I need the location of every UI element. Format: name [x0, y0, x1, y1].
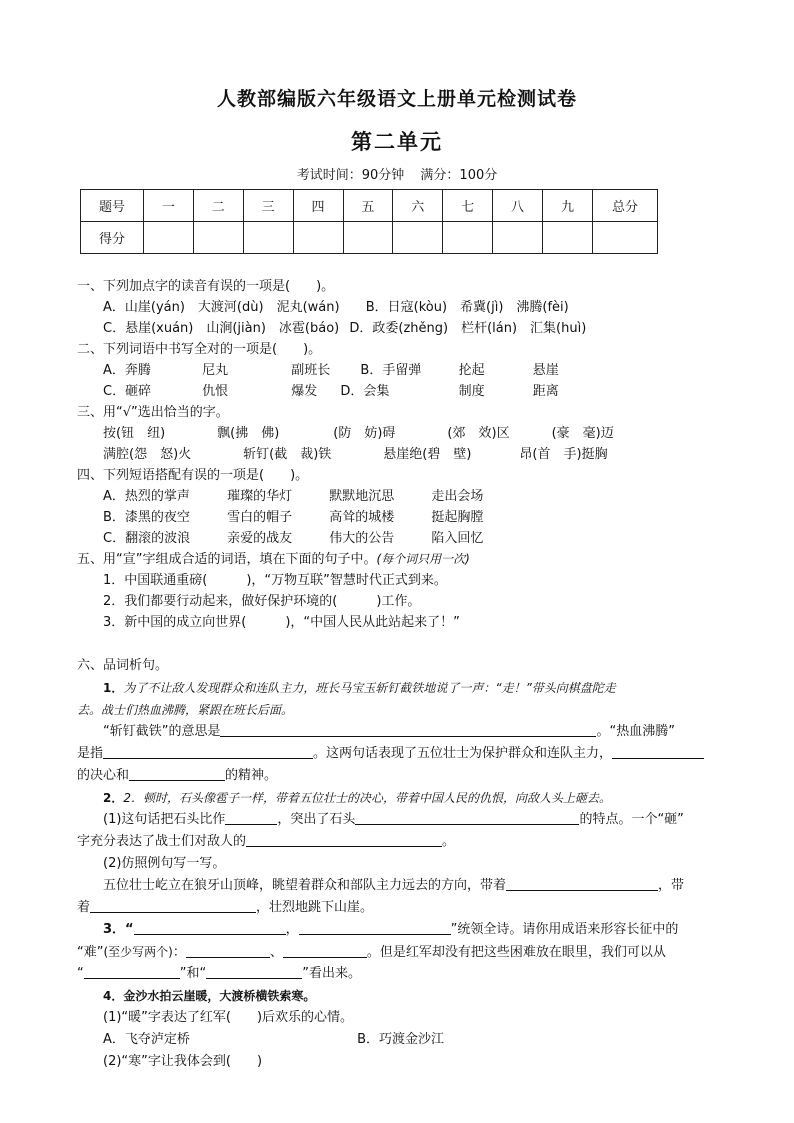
- q6-p2-prompt: ，壮烈地跳下山崖。: [256, 900, 374, 915]
- q3-stem: 三、用“√”选出恰当的字。: [77, 405, 229, 420]
- q6-p3-prompt: 、: [269, 945, 283, 960]
- q3-choice[interactable]: (豪 毫)迈: [551, 426, 614, 441]
- q6-p3-line2: [77, 941, 717, 963]
- score-cell[interactable]: [293, 222, 343, 254]
- q6-p1-prompt: 的精神。: [225, 768, 278, 783]
- q6-p3-prompt: ”和“: [179, 966, 207, 981]
- q6-p1-prompt: 。“热血沸腾”: [596, 724, 675, 739]
- q6-p2-prompt: 五位壮士屹立在狼牙山顶峰，眺望着群众和部队主力远去的方向，带着: [103, 878, 507, 893]
- q6-p2-q1-line1: [77, 809, 717, 831]
- score-table-score-row: [81, 222, 658, 254]
- q6-stem: 六、品词析句。: [77, 658, 169, 673]
- score-header-cell: 二: [193, 190, 243, 222]
- q4-phrase: 走出会场: [431, 489, 484, 504]
- q2-option-d-word: 距离: [532, 384, 559, 399]
- q2-option-b-word: 悬崖: [532, 363, 559, 378]
- q3-row1: [77, 423, 717, 444]
- answer-blank[interactable]: [283, 943, 367, 958]
- q6-p4-q1: (1)“暖”字表达了红军( )后欢乐的心情。: [103, 1010, 354, 1025]
- q6-p1-prompt: 是指: [77, 746, 104, 761]
- q3-choice[interactable]: 悬崖绝(碧 壁): [383, 447, 472, 462]
- q2-option-a-word: A．奔腾: [103, 363, 151, 378]
- answer-blank[interactable]: [84, 964, 180, 979]
- score-cell[interactable]: [493, 222, 543, 254]
- q6-p3-prompt: ，: [285, 922, 299, 937]
- q6-p2-q2: (2)仿照例句写一写。: [103, 856, 226, 871]
- q6-section: [77, 655, 717, 1073]
- score-cell[interactable]: [393, 222, 443, 254]
- score-header-cell: 八: [493, 190, 543, 222]
- q4-option-a: [77, 486, 717, 507]
- q6-passage-2-text: 2．顿时，石头像雹子一样，带着五位壮士的决心，带着中国人民的仇恨，向敌人头上砸去。: [123, 791, 611, 805]
- q5-note: (每个词只用一次): [376, 552, 470, 566]
- q6-passage-4-text: 4．金沙水拍云崖暖，大渡桥横铁索寒。: [103, 989, 316, 1003]
- score-header-cell: 题号: [81, 190, 144, 222]
- score-header-cell: 五: [343, 190, 393, 222]
- answer-blank[interactable]: [206, 964, 302, 979]
- answer-blank[interactable]: [299, 920, 451, 935]
- q4-phrase: 默默地沉思: [329, 489, 395, 504]
- q2-option-c-word: C．砸碎: [103, 384, 152, 399]
- q6-p2-prompt: 着: [77, 900, 91, 915]
- q6-p1-question-line3: [77, 765, 717, 787]
- q5-sentence-2: 2．我们都要行动起来，做好保护环境的( )工作。: [103, 594, 421, 609]
- q6-p3-prompt: ”看出来。: [302, 966, 361, 981]
- answer-blank[interactable]: [220, 722, 596, 737]
- q1-options-ab: [77, 297, 717, 318]
- score-cell[interactable]: [593, 222, 658, 254]
- answer-blank[interactable]: [506, 876, 658, 891]
- q6-p1-prompt: “斩钉截铁”的意思是: [103, 724, 221, 739]
- q6-p1-prompt: 的决心和: [77, 768, 130, 783]
- score-cell[interactable]: [443, 222, 493, 254]
- q2-stem: 二、下列词语中书写全对的一项是( )。: [77, 342, 322, 357]
- q4-phrase: A．热烈的掌声: [103, 489, 190, 504]
- q6-p2-prompt: 字充分表达了战士们对敌人的: [77, 834, 247, 849]
- answer-blank[interactable]: [90, 898, 256, 913]
- q6-passage-1-text: 为了不让敌人发现群众和连队主力，班长马宝玉斩钉截铁地说了一声：“走！”带头向棋盘陀走: [123, 681, 616, 695]
- q2-option-a-word: 尼丸: [202, 363, 229, 378]
- q5-stem-line: [77, 549, 717, 570]
- q6-p3-prompt: ：: [172, 945, 186, 960]
- q1-option-a: A．山崖(yán) 大渡河(dù) 泥丸(wán): [103, 300, 340, 315]
- answer-blank[interactable]: [246, 832, 442, 847]
- q4-option-b: [77, 507, 717, 528]
- score-header-cell: 七: [443, 190, 493, 222]
- answer-blank[interactable]: [134, 920, 286, 935]
- q6-p3-line3: [77, 963, 717, 985]
- section-gap: [77, 633, 717, 655]
- q4-phrase: 高耸的城楼: [329, 510, 395, 525]
- q6-p3-note: (至少写两个): [103, 945, 173, 959]
- exam-time: 考试时间：90分钟: [296, 168, 405, 183]
- q6-p2-prompt: ，带: [658, 878, 685, 893]
- full-score: 满分：100分: [420, 168, 498, 183]
- q3-choice[interactable]: 昂(首 手)挺胸: [519, 447, 608, 462]
- score-header-cell: 九: [543, 190, 593, 222]
- q3-choice[interactable]: 斩钉(截 裁)铁: [243, 447, 332, 462]
- q2-option-c-word: 爆发: [291, 384, 318, 399]
- q6-p2-prompt: (1)这句话把石头比作: [103, 812, 226, 827]
- q1-option-d: D．政委(zhěng) 栏杆(lán) 汇集(huì): [349, 321, 587, 336]
- q5-sentence-3: 3．新中国的成立向世界( )，“中国人民从此站起来了！”: [103, 615, 460, 630]
- q5-stem: 五、用“宣”字组成合适的词语，填在下面的句子中。: [77, 552, 377, 567]
- q6-p3-prompt: 。但是红军却没有把这些困难放在眼里，我们可以从: [366, 945, 666, 960]
- q2-option-d-word: 制度: [458, 384, 485, 399]
- score-header-cell: 六: [393, 190, 443, 222]
- q6-p3-prompt: “难”: [77, 945, 104, 960]
- score-cell[interactable]: [243, 222, 293, 254]
- q2-option-a-word: 副班长: [291, 363, 331, 378]
- q3-choice[interactable]: 按(钮 纽): [103, 426, 166, 441]
- score-header-cell: 总分: [593, 190, 658, 222]
- q4-stem: 四、下列短语搭配有误的一项是( )。: [77, 468, 309, 483]
- q5-sentence-1: 1．中国联通重磅( )，“万物互联”智慧时代正式到来。: [103, 573, 447, 588]
- q6-p1-question-line1: [77, 721, 717, 743]
- q6-p3-line1: [77, 919, 717, 941]
- q1-option-c: C．悬崖(xuán) 山涧(jiàn) 冰雹(báo): [103, 321, 340, 336]
- q2-option-b-word: 抡起: [458, 363, 485, 378]
- exam-info: [0, 164, 794, 183]
- q6-p2-prompt: ，突出了石头: [277, 812, 356, 827]
- answer-blank[interactable]: [129, 766, 225, 781]
- answer-blank[interactable]: [186, 943, 270, 958]
- q4-phrase: B．漆黑的夜空: [103, 510, 190, 525]
- q6-p2-q1-line2: [77, 831, 717, 853]
- score-cell[interactable]: [193, 222, 243, 254]
- score-header-cell: 三: [243, 190, 293, 222]
- q1-option-b: B．日寇(kòu) 希冀(jì) 沸腾(fèi): [365, 300, 569, 315]
- score-header-cell: 四: [293, 190, 343, 222]
- q4-phrase: 璀璨的华灯: [227, 489, 293, 504]
- q6-p3-prompt: “: [77, 966, 84, 981]
- score-header-cell: 一: [144, 190, 194, 222]
- q6-p2-q2-line1: [77, 875, 717, 897]
- q4-phrase: 陷入回忆: [431, 531, 484, 546]
- q3-choice[interactable]: (郊 效)区: [447, 426, 510, 441]
- unit-subtitle: 第二单元: [351, 129, 443, 154]
- q6-passage-1-line2: 去。战士们热血沸腾，紧跟在班长后面。: [77, 703, 294, 717]
- q6-passage-4: [77, 985, 717, 1007]
- q2-option-d-word: D．会集: [340, 384, 390, 399]
- q1-options-cd: [77, 318, 717, 339]
- q4-phrase: 亲爱的战友: [227, 531, 293, 546]
- q2-options-ab: [77, 360, 717, 381]
- q6-p3-prompt: 3．“: [103, 922, 134, 937]
- q6-p4-option-a: A．飞夺泸定桥: [103, 1032, 190, 1047]
- q4-phrase: 伟大的公告: [329, 531, 395, 546]
- q2-option-c-word: 仇恨: [202, 384, 229, 399]
- q3-choice[interactable]: 满腔(怨 怒)火: [103, 447, 192, 462]
- q3-row2: [77, 444, 717, 465]
- q6-p4-q2: (2)“寒”字让我体会到( ): [103, 1054, 263, 1069]
- score-cell[interactable]: [543, 222, 593, 254]
- q6-p1-prompt: 。这两句话表现了五位壮士为保护群众和连队主力，: [313, 746, 613, 761]
- score-row-label: 得分: [81, 222, 144, 254]
- q4-option-c: [77, 528, 717, 549]
- q6-passage-1-line1: 1．为了不让敌人发现群众和连队主力，班长马宝玉斩钉截铁地说了一声：“走！”带头向棋盘陀走: [103, 681, 616, 695]
- q6-p2-prompt: 。: [442, 834, 456, 849]
- exam-title: 人教部编版六年级语文上册单元检测试卷: [216, 88, 577, 110]
- score-cell[interactable]: [144, 222, 194, 254]
- q6-passage-2: 2．2．顿时，石头像雹子一样，带着五位壮士的决心，带着中国人民的仇恨，向敌人头上砸去。: [103, 791, 611, 805]
- q3-choice[interactable]: 飘(拂 佛): [217, 426, 280, 441]
- score-cell[interactable]: [343, 222, 393, 254]
- q4-phrase: C．翻滚的波浪: [103, 531, 191, 546]
- answer-blank[interactable]: [225, 810, 277, 825]
- q3-choice[interactable]: (防 妨)碍: [333, 426, 396, 441]
- exam-content: [77, 276, 717, 1073]
- answer-blank[interactable]: [103, 744, 313, 759]
- q4-phrase: 挺起胸膛: [431, 510, 484, 525]
- answer-blank[interactable]: [612, 744, 704, 759]
- q6-p2-q2-line2: [77, 897, 717, 919]
- q1-stem: 一、下列加点字的读音有误的一项是( )。: [77, 279, 335, 294]
- q2-option-b-word: B．手留弹: [360, 363, 422, 378]
- q6-p4-options: [77, 1029, 717, 1051]
- q6-p2-prompt: 的特点。一个“砸”: [579, 812, 684, 827]
- score-table: [80, 189, 658, 254]
- q6-p4-option-b: B．巧渡金沙江: [357, 1032, 445, 1047]
- q6-p1-question-line2: [77, 743, 717, 765]
- q4-phrase: 雪白的帽子: [227, 510, 293, 525]
- score-table-header-row: [81, 190, 658, 222]
- q6-p3-prompt: ”统领全诗。请你用成语来形容长征中的: [450, 922, 679, 937]
- answer-blank[interactable]: [355, 810, 579, 825]
- q2-options-cd: [77, 381, 717, 402]
